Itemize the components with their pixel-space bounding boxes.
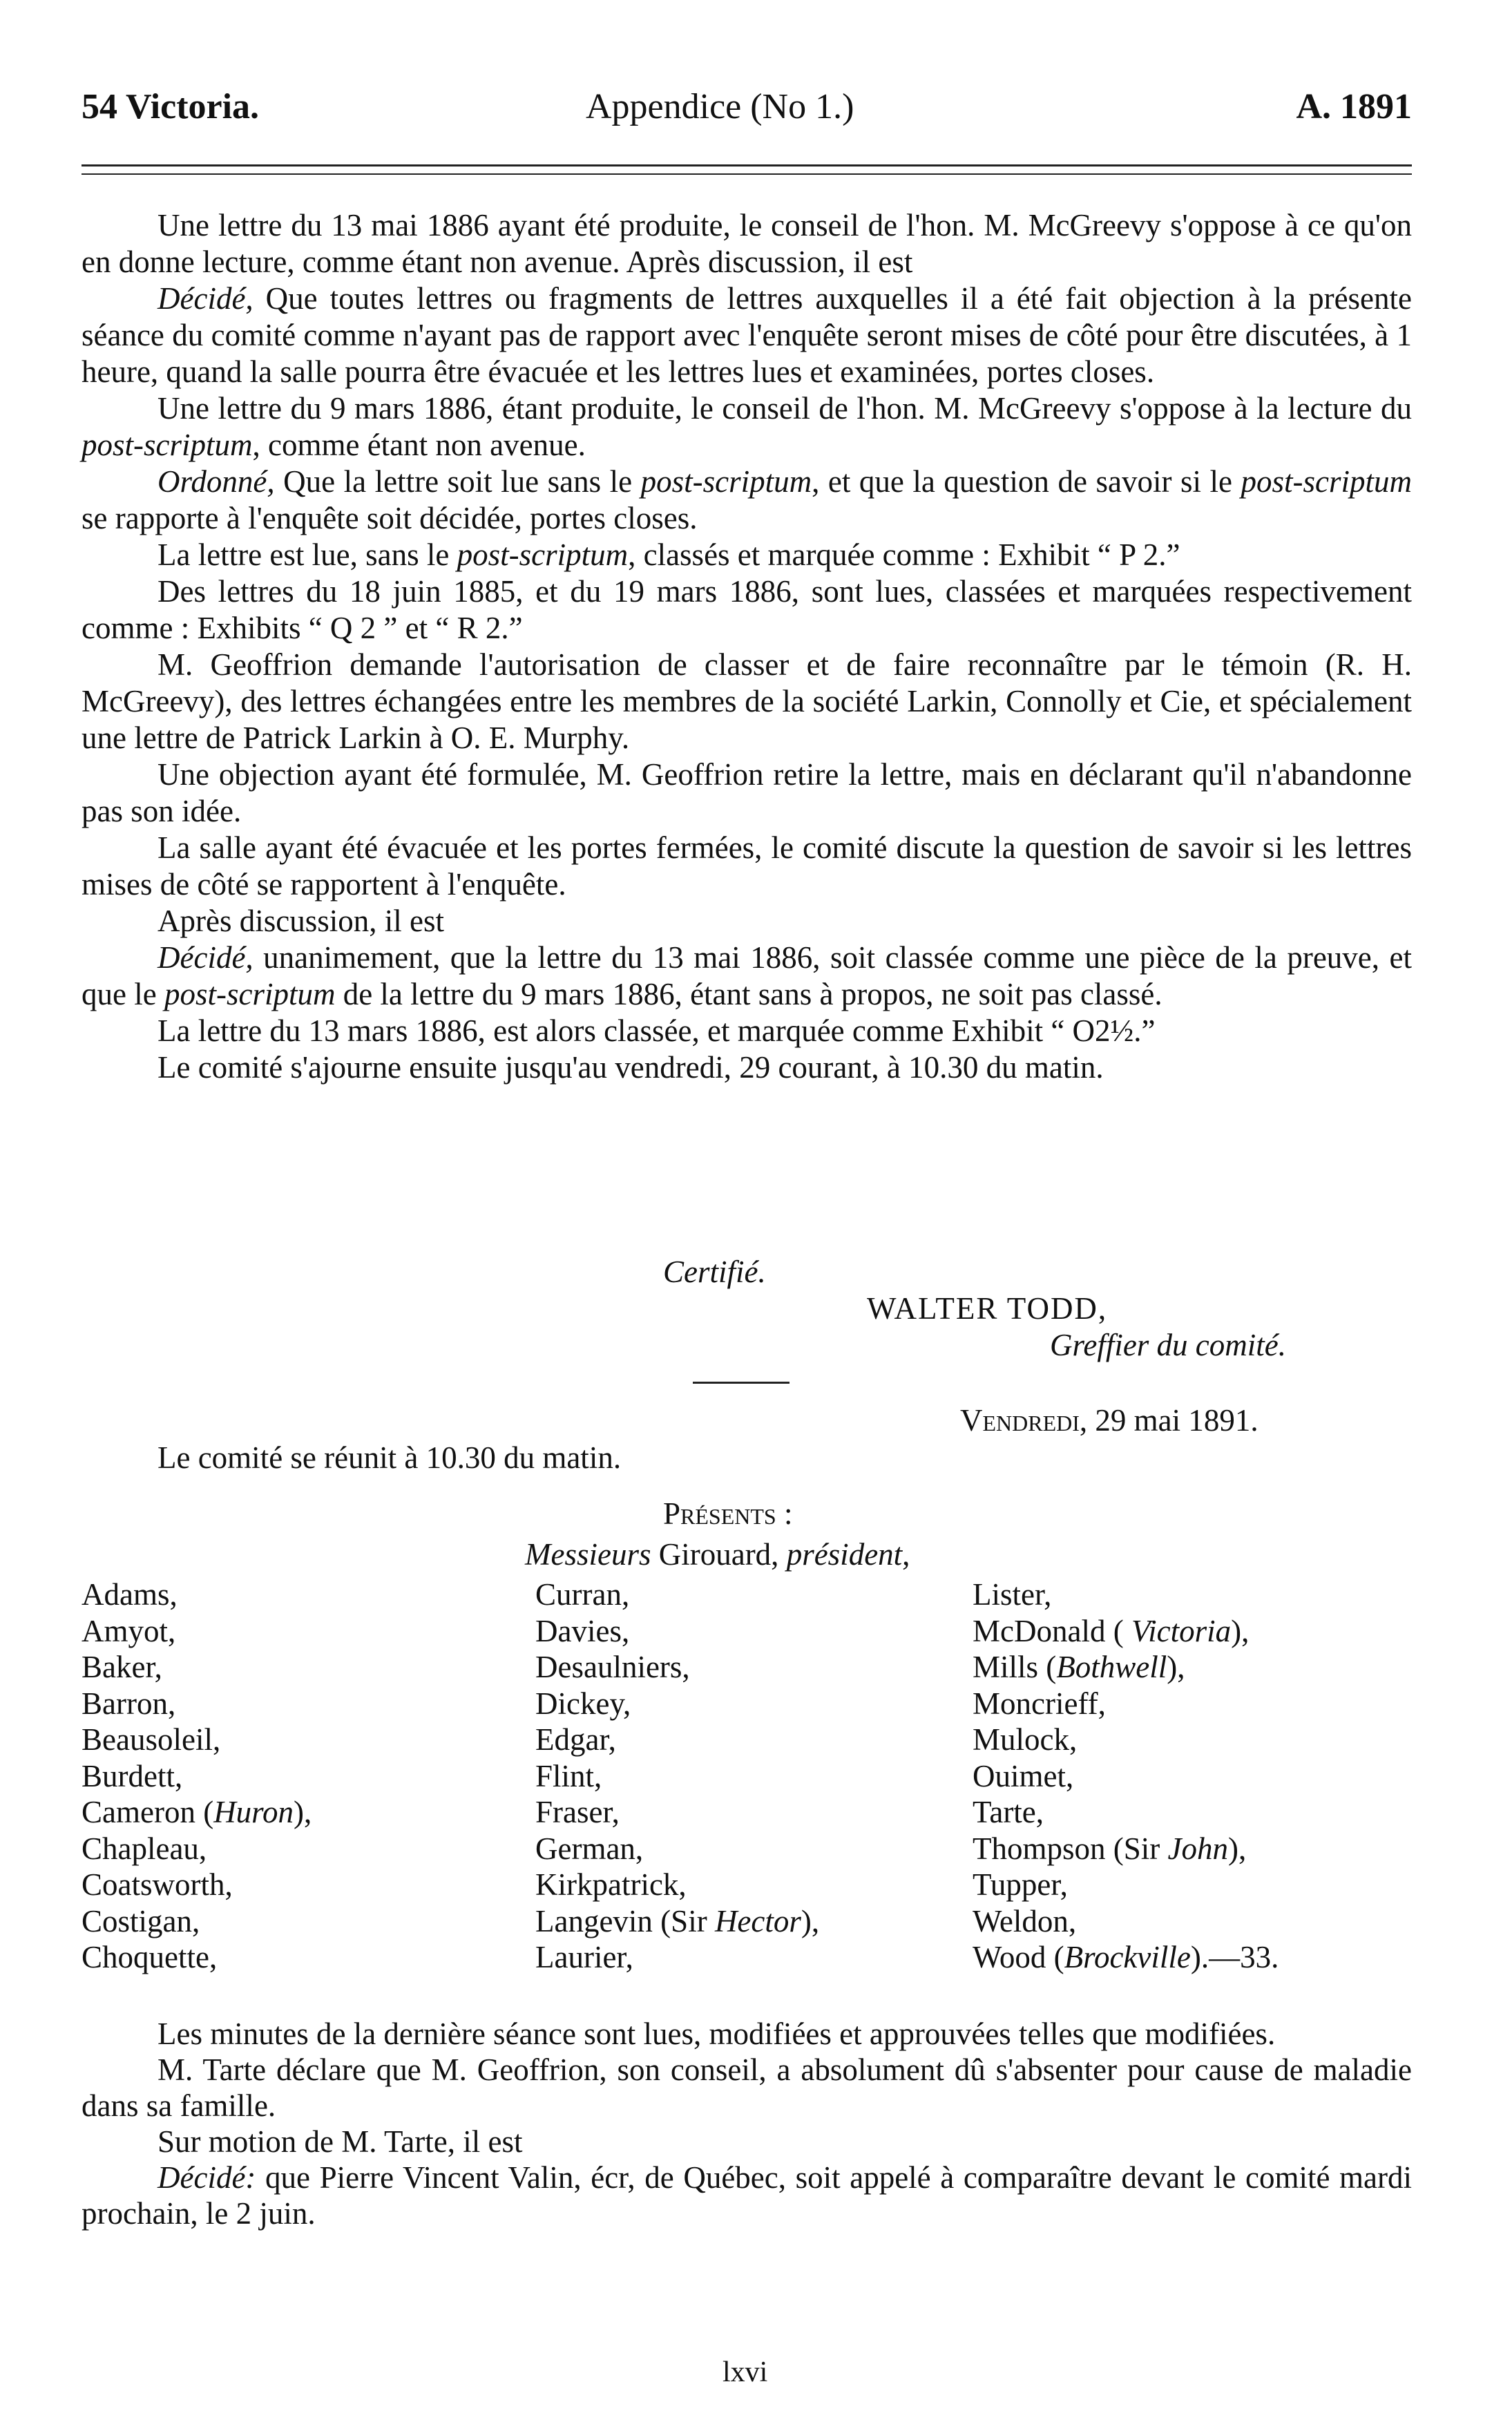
member-name: Ouimet, [973, 1758, 1074, 1793]
member-name: Wood (Brockville).—33. [973, 1940, 1279, 1974]
member-name: Dickey, [535, 1686, 631, 1721]
header-rule-top [82, 164, 1412, 166]
paragraph-6 [82, 573, 1412, 647]
member-name: Edgar, [535, 1722, 616, 1757]
paragraph-text: Une lettre du 9 mars 1886, étant produite, le conseil de l'hon. M. McGreevy s'oppose à la lecture du [157, 391, 1412, 426]
member-name: Baker, [82, 1650, 162, 1684]
member-name: Kirkpatrick, [535, 1867, 687, 1902]
paragraph-text: Le comité s'ajourne ensuite jusqu'au vendredi, 29 courant, à 10.30 du matin. [157, 1050, 1104, 1085]
member-name: Costigan, [82, 1903, 200, 1938]
paragraph-lead: Décidé, [157, 281, 253, 316]
section-divider [693, 1382, 790, 1384]
presents-label: Présents [663, 1496, 776, 1531]
paragraph-text: unanimement, que la lettre du 13 mai 1886, soit classée comme une pièce de la preuve, et que le [82, 940, 1412, 1011]
chair-line [525, 1536, 910, 1573]
member-name: Flint, [535, 1758, 602, 1793]
chair-end: , [902, 1537, 910, 1572]
members-column-2 [535, 1576, 819, 1976]
paragraph-italic: post-scriptum [457, 537, 629, 572]
paragraph-text: La lettre est lue, sans le [157, 537, 457, 572]
member-name: Tarte, [973, 1795, 1044, 1829]
running-header [82, 86, 1412, 128]
clerk-name: WALTER TODD, [867, 1291, 1108, 1326]
chair-title: président [786, 1537, 903, 1572]
members-column-1 [82, 1576, 312, 1976]
paragraph-italic: post-scriptum [640, 464, 812, 499]
paragraph-13 [82, 1049, 1412, 1086]
member-name: Laurier, [535, 1940, 633, 1974]
members-column-3 [973, 1576, 1279, 1976]
paragraph-text: Que la lettre soit lue sans le [274, 464, 641, 499]
closing-paragraph-3 [82, 2124, 1412, 2160]
paragraph-text: , et que la question de savoir si le [812, 464, 1241, 499]
member-name: Tupper, [973, 1867, 1068, 1902]
paragraph-text: M. Geoffrion demande l'autorisation de classer et de faire reconnaître par le témoin (R. H. McGreevy), des lettres échangées entre les membres de la société Larkin, Connolly et Cie, et spécialement une lettre de Patrick Larkin à O. E. Murphy. [82, 647, 1412, 755]
paragraph-2 [82, 280, 1412, 390]
meeting-date-text: , 29 mai 1891. [1079, 1403, 1259, 1438]
member-name: Davies, [535, 1613, 630, 1648]
clerk-title: Greffier du comité. [1050, 1328, 1287, 1362]
header-appendix: Appendice (No 1.) [586, 87, 854, 126]
presents-colon: : [776, 1496, 793, 1531]
paragraph-text: M. Tarte déclare que M. Geoffrion, son conseil, a absolument dû s'absenter pour cause de maladie dans sa famille. [82, 2052, 1412, 2123]
member-name: Adams, [82, 1577, 178, 1612]
paragraph-text: Les minutes de la dernière séance sont lues, modifiées et approuvées telles que modifiées. [157, 2017, 1276, 2051]
paragraph-text: se rapporte à l'enquête soit décidée, portes closes. [82, 501, 698, 535]
member-name: Burdett, [82, 1758, 183, 1793]
member-name: McDonald ( Victoria), [973, 1613, 1250, 1648]
paragraph-text: Une objection ayant été formulée, M. Geoffrion retire la lettre, mais en déclarant qu'il n'abandonne pas son idée. [82, 757, 1412, 828]
paragraph-5 [82, 537, 1412, 573]
member-name: Cameron (Huron), [82, 1795, 312, 1829]
messieurs-label: Messieurs [525, 1537, 651, 1572]
member-name: Fraser, [535, 1795, 620, 1829]
member-name: Langevin (Sir Hector), [535, 1903, 820, 1938]
paragraph-text: La lettre du 13 mars 1886, est alors classée, et marquée comme Exhibit “ O2½.” [157, 1013, 1156, 1048]
minutes-body [82, 207, 1412, 1086]
paragraph-text: , comme étant non avenue. [252, 428, 586, 462]
member-name: Coatsworth, [82, 1867, 233, 1902]
paragraph-3 [82, 390, 1412, 464]
certified-label: Certifié. [663, 1255, 766, 1289]
paragraph-italic: post-scriptum [82, 428, 253, 462]
paragraph-italic: post-scriptum [1241, 464, 1412, 499]
paragraph-text: Après discussion, il est [157, 904, 444, 938]
paragraph-11 [82, 940, 1412, 1013]
member-name: Chapleau, [82, 1831, 207, 1866]
page-number: lxvi [722, 2356, 768, 2388]
member-name: Barron, [82, 1686, 176, 1721]
attendance-heading [663, 1496, 792, 1532]
paragraph-12 [82, 1013, 1412, 1049]
paragraph-text: Des lettres du 18 juin 1885, et du 19 mars 1886, sont lues, classées et marquées respectivement comme : Exhibits “ Q 2 ” et “ R 2.” [82, 574, 1412, 645]
member-name: Thompson (Sir John), [973, 1831, 1247, 1866]
paragraph-1 [82, 207, 1412, 280]
member-name: Weldon, [973, 1903, 1077, 1938]
paragraph-lead: Décidé: [157, 2160, 256, 2195]
meeting-opening: Le comité se réunit à 10.30 du matin. [157, 1440, 622, 1475]
member-name: Beausoleil, [82, 1722, 221, 1757]
member-name: Desaulniers, [535, 1650, 690, 1684]
chair-name: Girouard, [651, 1537, 787, 1572]
member-name: Lister, [973, 1577, 1052, 1612]
closing-paragraph-2 [82, 2052, 1412, 2124]
paragraph-text: de la lettre du 9 mars 1886, étant sans à propos, ne soit pas classé. [335, 977, 1162, 1011]
paragraph-text: Sur motion de M. Tarte, il est [157, 2124, 523, 2159]
member-name: Choquette, [82, 1940, 218, 1974]
paragraph-text: , classés et marquée comme : Exhibit “ P 2.” [628, 537, 1180, 572]
paragraph-text: La salle ayant été évacuée et les portes fermées, le comité discute la question de savoir si les lettres mises de côté se rapportent à l'enquête. [82, 830, 1412, 902]
paragraph-lead: Décidé, [157, 940, 253, 975]
closing-paragraph-1 [82, 2016, 1412, 2052]
paragraph-italic: post-scriptum [164, 977, 336, 1011]
header-rule-bottom [82, 173, 1412, 175]
paragraph-7 [82, 647, 1412, 756]
paragraph-8 [82, 756, 1412, 830]
paragraph-lead: Ordonné, [157, 464, 275, 499]
paragraph-9 [82, 830, 1412, 903]
member-name: Mills (Bothwell), [973, 1650, 1185, 1684]
paragraph-text: que Pierre Vincent Valin, écr, de Québec, soit appelé à comparaître devant le comité mardi prochain, le 2 juin. [82, 2160, 1412, 2231]
header-session: 54 Victoria. [82, 87, 260, 126]
member-name: Moncrieff, [973, 1686, 1106, 1721]
closing-minutes [82, 2016, 1412, 2231]
header-year: A. 1891 [1296, 87, 1412, 126]
meeting-date [960, 1402, 1259, 1439]
paragraph-10 [82, 903, 1412, 940]
paragraph-text: Que toutes lettres ou fragments de lettres auxquelles il a été fait objection à la présente séance du comité comme n'ayant pas de rapport avec l'enquête seront mises de côté pour être discutées, à 1 heure, quand la salle pourra être évacuée et les lettres lues et examinées, portes closes. [82, 281, 1412, 389]
member-name: Curran, [535, 1577, 630, 1612]
member-name: Mulock, [973, 1722, 1078, 1757]
paragraph-4 [82, 464, 1412, 537]
member-name: German, [535, 1831, 644, 1866]
member-name: Amyot, [82, 1613, 176, 1648]
closing-paragraph-4 [82, 2160, 1412, 2231]
paragraph-text: Une lettre du 13 mai 1886 ayant été produite, le conseil de l'hon. M. McGreevy s'oppose à ce qu'on en donne lecture, comme étant non avenue. Après discussion, il est [82, 208, 1412, 279]
meeting-day: Vendredi [960, 1403, 1080, 1438]
